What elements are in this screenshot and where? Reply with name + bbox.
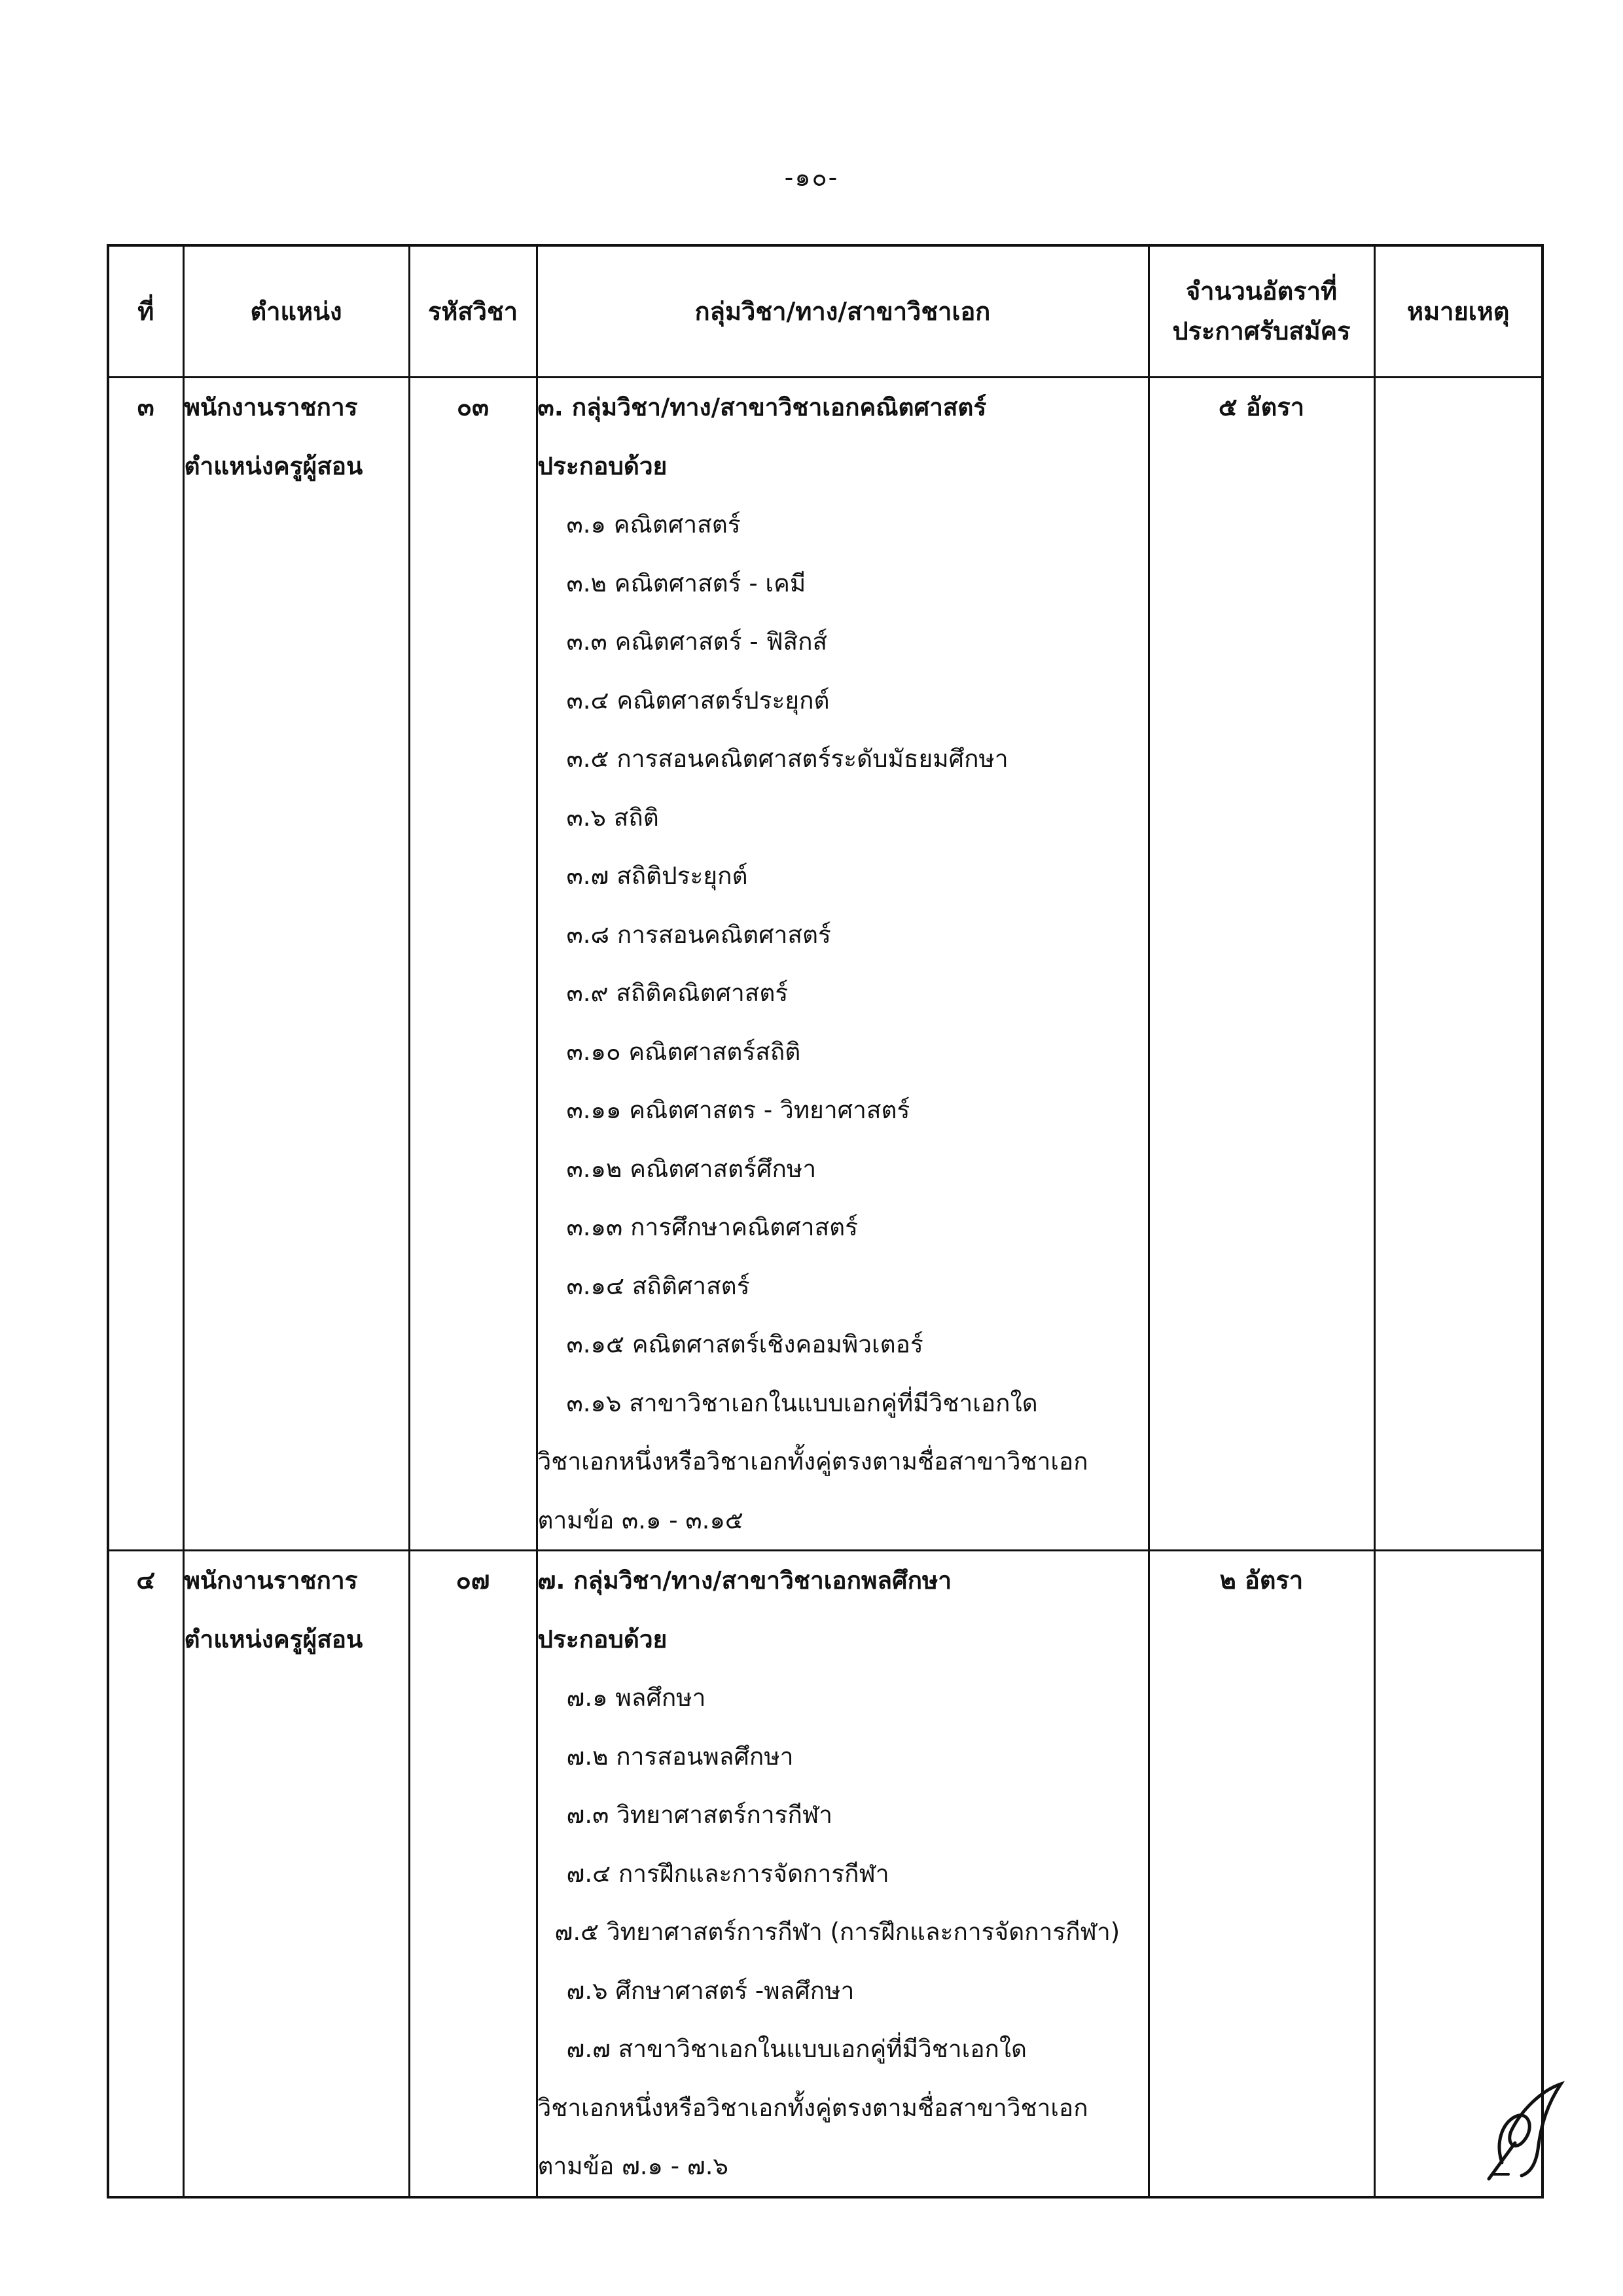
positions-table — [107, 244, 1544, 2199]
subject-continuation-line1: วิชาเอกหนึ่งหรือวิชาเอกทั้งคู่ตรงตามชื่อสาขาวิชาเอก — [537, 2093, 1088, 2122]
table-row — [108, 1551, 1543, 2197]
subject-item: ๓.๕ การสอนคณิตศาสตร์ระดับมัธยมศึกษา — [566, 745, 1008, 773]
subject-item: ๗.๕ วิทยาศาสตร์การกีฬา (การฝึกและการจัดการกีฬา) — [554, 1918, 1120, 1946]
position-line2: ตำแหน่งครูผู้สอน — [184, 451, 363, 480]
subject-item: ๓.๑๒ คณิตศาสตร์ศึกษา — [566, 1154, 817, 1183]
subject-item: ๓.๙ สถิติคณิตศาสตร์ — [566, 979, 789, 1007]
subject-item: ๓.๒ คณิตศาสตร์ - เคมี — [566, 569, 806, 597]
subject-item: ๓.๑๓ การศึกษาคณิตศาสตร์ — [566, 1213, 859, 1241]
row-subject-group — [537, 378, 1149, 1551]
subject-continuation-line1: วิชาเอกหนึ่งหรือวิชาเอกทั้งคู่ตรงตามชื่อสาขาวิชาเอก — [537, 1447, 1088, 1475]
header-positions-count — [1149, 245, 1374, 378]
subject-item: ๓.๑๐ คณิตศาสตร์สถิติ — [566, 1037, 801, 1066]
position-line2: ตำแหน่งครูผู้สอน — [184, 1625, 363, 1653]
subject-item: ๓.๑๔ สถิติศาสตร์ — [566, 1271, 750, 1300]
row-no: ๓ — [108, 378, 183, 1551]
row-position — [183, 378, 409, 1551]
header-no: ที่ — [108, 245, 183, 378]
subject-item: ๗.๗ สาขาวิชาเอกในแบบเอกคู่ที่มีวิชาเอกใด — [566, 2035, 1027, 2063]
subject-item: ๓.๔ คณิตศาสตร์ประยุกต์ — [566, 686, 830, 715]
subject-item: ๓.๑๖ สาขาวิชาเอกในแบบเอกคู่ที่มีวิชาเอกใด — [566, 1388, 1038, 1417]
row-subject-group — [537, 1551, 1149, 2197]
row-code: ๐๓ — [409, 378, 537, 1551]
position-line1: พนักงานราชการ — [184, 1566, 358, 1595]
table-row — [108, 378, 1543, 1551]
row-positions-count: ๕ อัตรา — [1149, 378, 1374, 1551]
row-position — [183, 1551, 409, 2197]
table-header-row — [108, 245, 1543, 378]
subject-subheading: ประกอบด้วย — [537, 1625, 668, 1653]
subject-heading: ๗. กลุ่มวิชา/ทาง/สาขาวิชาเอกพลศึกษา — [537, 1566, 952, 1595]
header-positions-count-line2: ประกาศรับสมัคร — [1172, 317, 1351, 345]
subject-item: ๓.๖ สถิติ — [566, 803, 659, 832]
subject-item: ๗.๒ การสอนพลศึกษา — [566, 1742, 794, 1771]
subject-item: ๗.๖ ศึกษาศาสตร์ -พลศึกษา — [566, 1976, 855, 2005]
row-code: ๐๗ — [409, 1551, 537, 2197]
subject-item: ๓.๓ คณิตศาสตร์ - ฟิสิกส์ — [566, 627, 828, 656]
row-remark — [1374, 378, 1543, 1551]
subject-item: ๓.๑๕ คณิตศาสตร์เชิงคอมพิวเตอร์ — [566, 1330, 923, 1358]
header-subject-group: กลุ่มวิชา/ทาง/สาขาวิชาเอก — [537, 245, 1149, 378]
header-remark: หมายเหตุ — [1374, 245, 1543, 378]
row-no: ๔ — [108, 1551, 183, 2197]
subject-subheading: ประกอบด้วย — [537, 451, 668, 480]
subject-item: ๓.๘ การสอนคณิตศาสตร์ — [566, 920, 831, 949]
subject-item: ๓.๑๑ คณิตศาสตร - วิทยาศาสตร์ — [566, 1096, 910, 1124]
subject-continuation-line2: ตามข้อ ๗.๑ - ๗.๖ — [537, 2152, 728, 2180]
subject-item: ๗.๓ วิทยาศาสตร์การกีฬา — [566, 1801, 833, 1829]
subject-continuation-line2: ตามข้อ ๓.๑ - ๓.๑๕ — [537, 1506, 743, 1534]
subject-item: ๗.๑ พลศึกษา — [566, 1684, 706, 1712]
row-positions-count: ๒ อัตรา — [1149, 1551, 1374, 2197]
page-number: -๑๐- — [784, 163, 839, 192]
subject-item: ๓.๗ สถิติประยุกต์ — [566, 862, 748, 890]
subject-item: ๓.๑ คณิตศาสตร์ — [566, 510, 741, 539]
header-position: ตำแหน่ง — [183, 245, 409, 378]
subject-heading: ๓. กลุ่มวิชา/ทาง/สาขาวิชาเอกคณิตศาสตร์ — [537, 393, 987, 421]
signature-mark — [1476, 2064, 1574, 2189]
header-code: รหัสวิชา — [409, 245, 537, 378]
subject-item: ๗.๔ การฝึกและการจัดการกีฬา — [566, 1859, 889, 1888]
header-positions-count-line1: จำนวนอัตราที่ — [1185, 277, 1338, 306]
position-line1: พนักงานราชการ — [184, 393, 358, 421]
